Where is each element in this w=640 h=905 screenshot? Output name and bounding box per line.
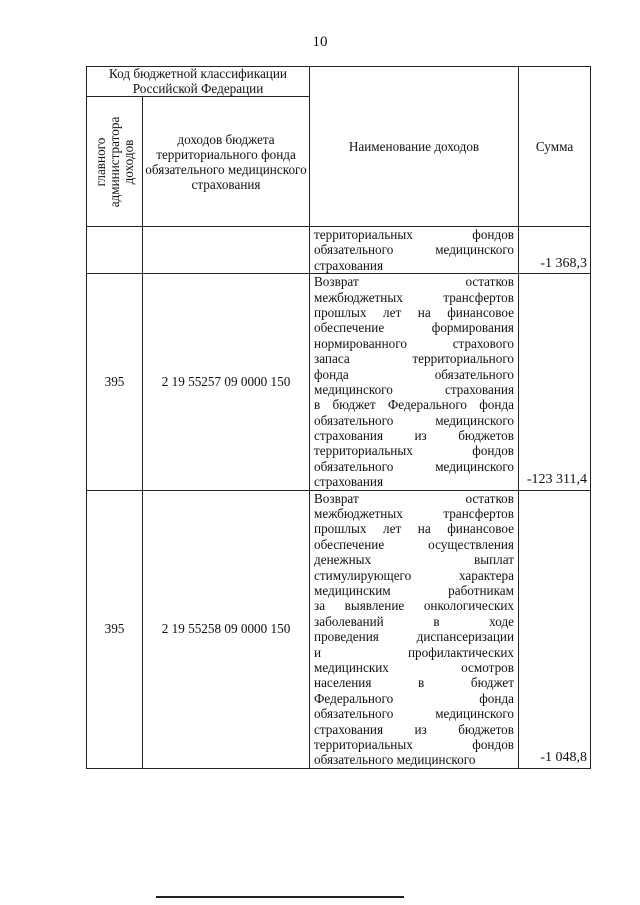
revenue-name-line: обязательного медицинского (314, 706, 515, 722)
revenue-name-line: территориальных фондов (314, 443, 515, 459)
revenue-name-line: страхования (314, 474, 384, 490)
header-budget-classification: Код бюджетной классификации Российской Федерации (87, 67, 310, 97)
revenue-name-line: Федерального фонда (314, 690, 515, 706)
sum-cell: -1 368,3 (519, 227, 591, 274)
revenue-name-line: территориальных фондов (314, 227, 515, 242)
revenue-name-line: обязательного медицинского (314, 752, 476, 768)
revenue-name-line: страхования из бюджетов (314, 428, 515, 444)
revenue-name-line: обеспечение осуществления (314, 536, 515, 552)
revenue-name-line: страхования (314, 257, 384, 273)
revenue-name-line: медицинским работникам (314, 582, 515, 598)
revenue-name-line: денежных выплат (314, 552, 515, 568)
revenue-name-cell (310, 490, 519, 768)
revenue-name-line: медицинского страхования (314, 381, 515, 397)
table-row (87, 227, 591, 274)
header-sum: Сумма (519, 67, 591, 227)
revenue-code-cell (143, 227, 310, 274)
revenue-name-line: запаса территориального (314, 351, 515, 367)
header-admin-cell (87, 97, 143, 227)
page-number: 10 (312, 34, 328, 50)
revenue-name-line: за выявление онкологических (314, 598, 515, 614)
revenue-name-line: обязательного медицинского (314, 242, 515, 258)
table-header-row (87, 67, 591, 97)
revenue-table (86, 66, 591, 769)
revenue-name-line: межбюджетных трансфертов (314, 289, 515, 305)
revenue-name-line: фонда обязательного (314, 366, 515, 382)
revenue-name-line: страхования из бюджетов (314, 721, 515, 737)
revenue-name-line: Возврат остатков (314, 274, 515, 290)
revenue-name-line: заболеваний в ходе (314, 613, 515, 629)
revenue-name-line: обязательного медицинского (314, 458, 515, 474)
sum-cell: -1 048,8 (519, 490, 591, 768)
revenue-name-line: в бюджет Федерального фонда (314, 397, 515, 413)
admin-code-cell: 395 (87, 274, 143, 490)
revenue-name-line: прошлых лет на финансовое (314, 304, 515, 320)
table-body (87, 227, 591, 769)
revenue-code-cell: 2 19 55258 09 0000 150 (143, 490, 310, 768)
revenue-name-line: прошлых лет на финансовое (314, 521, 515, 537)
revenue-name-line: стимулирующего характера (314, 567, 515, 583)
revenue-name-line: обеспечение формирования (314, 320, 515, 336)
header-revenue-code: доходов бюджета территориального фонда обязательного медицинского страхования (143, 97, 310, 227)
table-row (87, 274, 591, 490)
revenue-name-line: проведения диспансеризации (314, 629, 515, 645)
revenue-name-line: и профилактических (314, 644, 515, 660)
admin-code-cell: 395 (87, 490, 143, 768)
revenue-name-cell (310, 274, 519, 490)
revenue-code-cell: 2 19 55257 09 0000 150 (143, 274, 310, 490)
revenue-name-line: населения в бюджет (314, 675, 515, 691)
revenue-name-line: нормированного страхового (314, 335, 515, 351)
revenue-name-line: территориальных фондов (314, 736, 515, 752)
revenue-name-cell (310, 227, 519, 274)
header-revenue-name: Наименование доходов (310, 67, 519, 227)
sum-cell: -123 311,4 (519, 274, 591, 490)
header-admin: главного администратора доходов (92, 116, 136, 207)
table-row (87, 490, 591, 768)
revenue-name-line: обязательного медицинского (314, 412, 515, 428)
footer-divider (156, 896, 404, 898)
revenue-name-line: медицинских осмотров (314, 659, 515, 675)
revenue-name-line: Возврат остатков (314, 490, 515, 506)
revenue-name-line: межбюджетных трансфертов (314, 506, 515, 522)
admin-code-cell (87, 227, 143, 274)
